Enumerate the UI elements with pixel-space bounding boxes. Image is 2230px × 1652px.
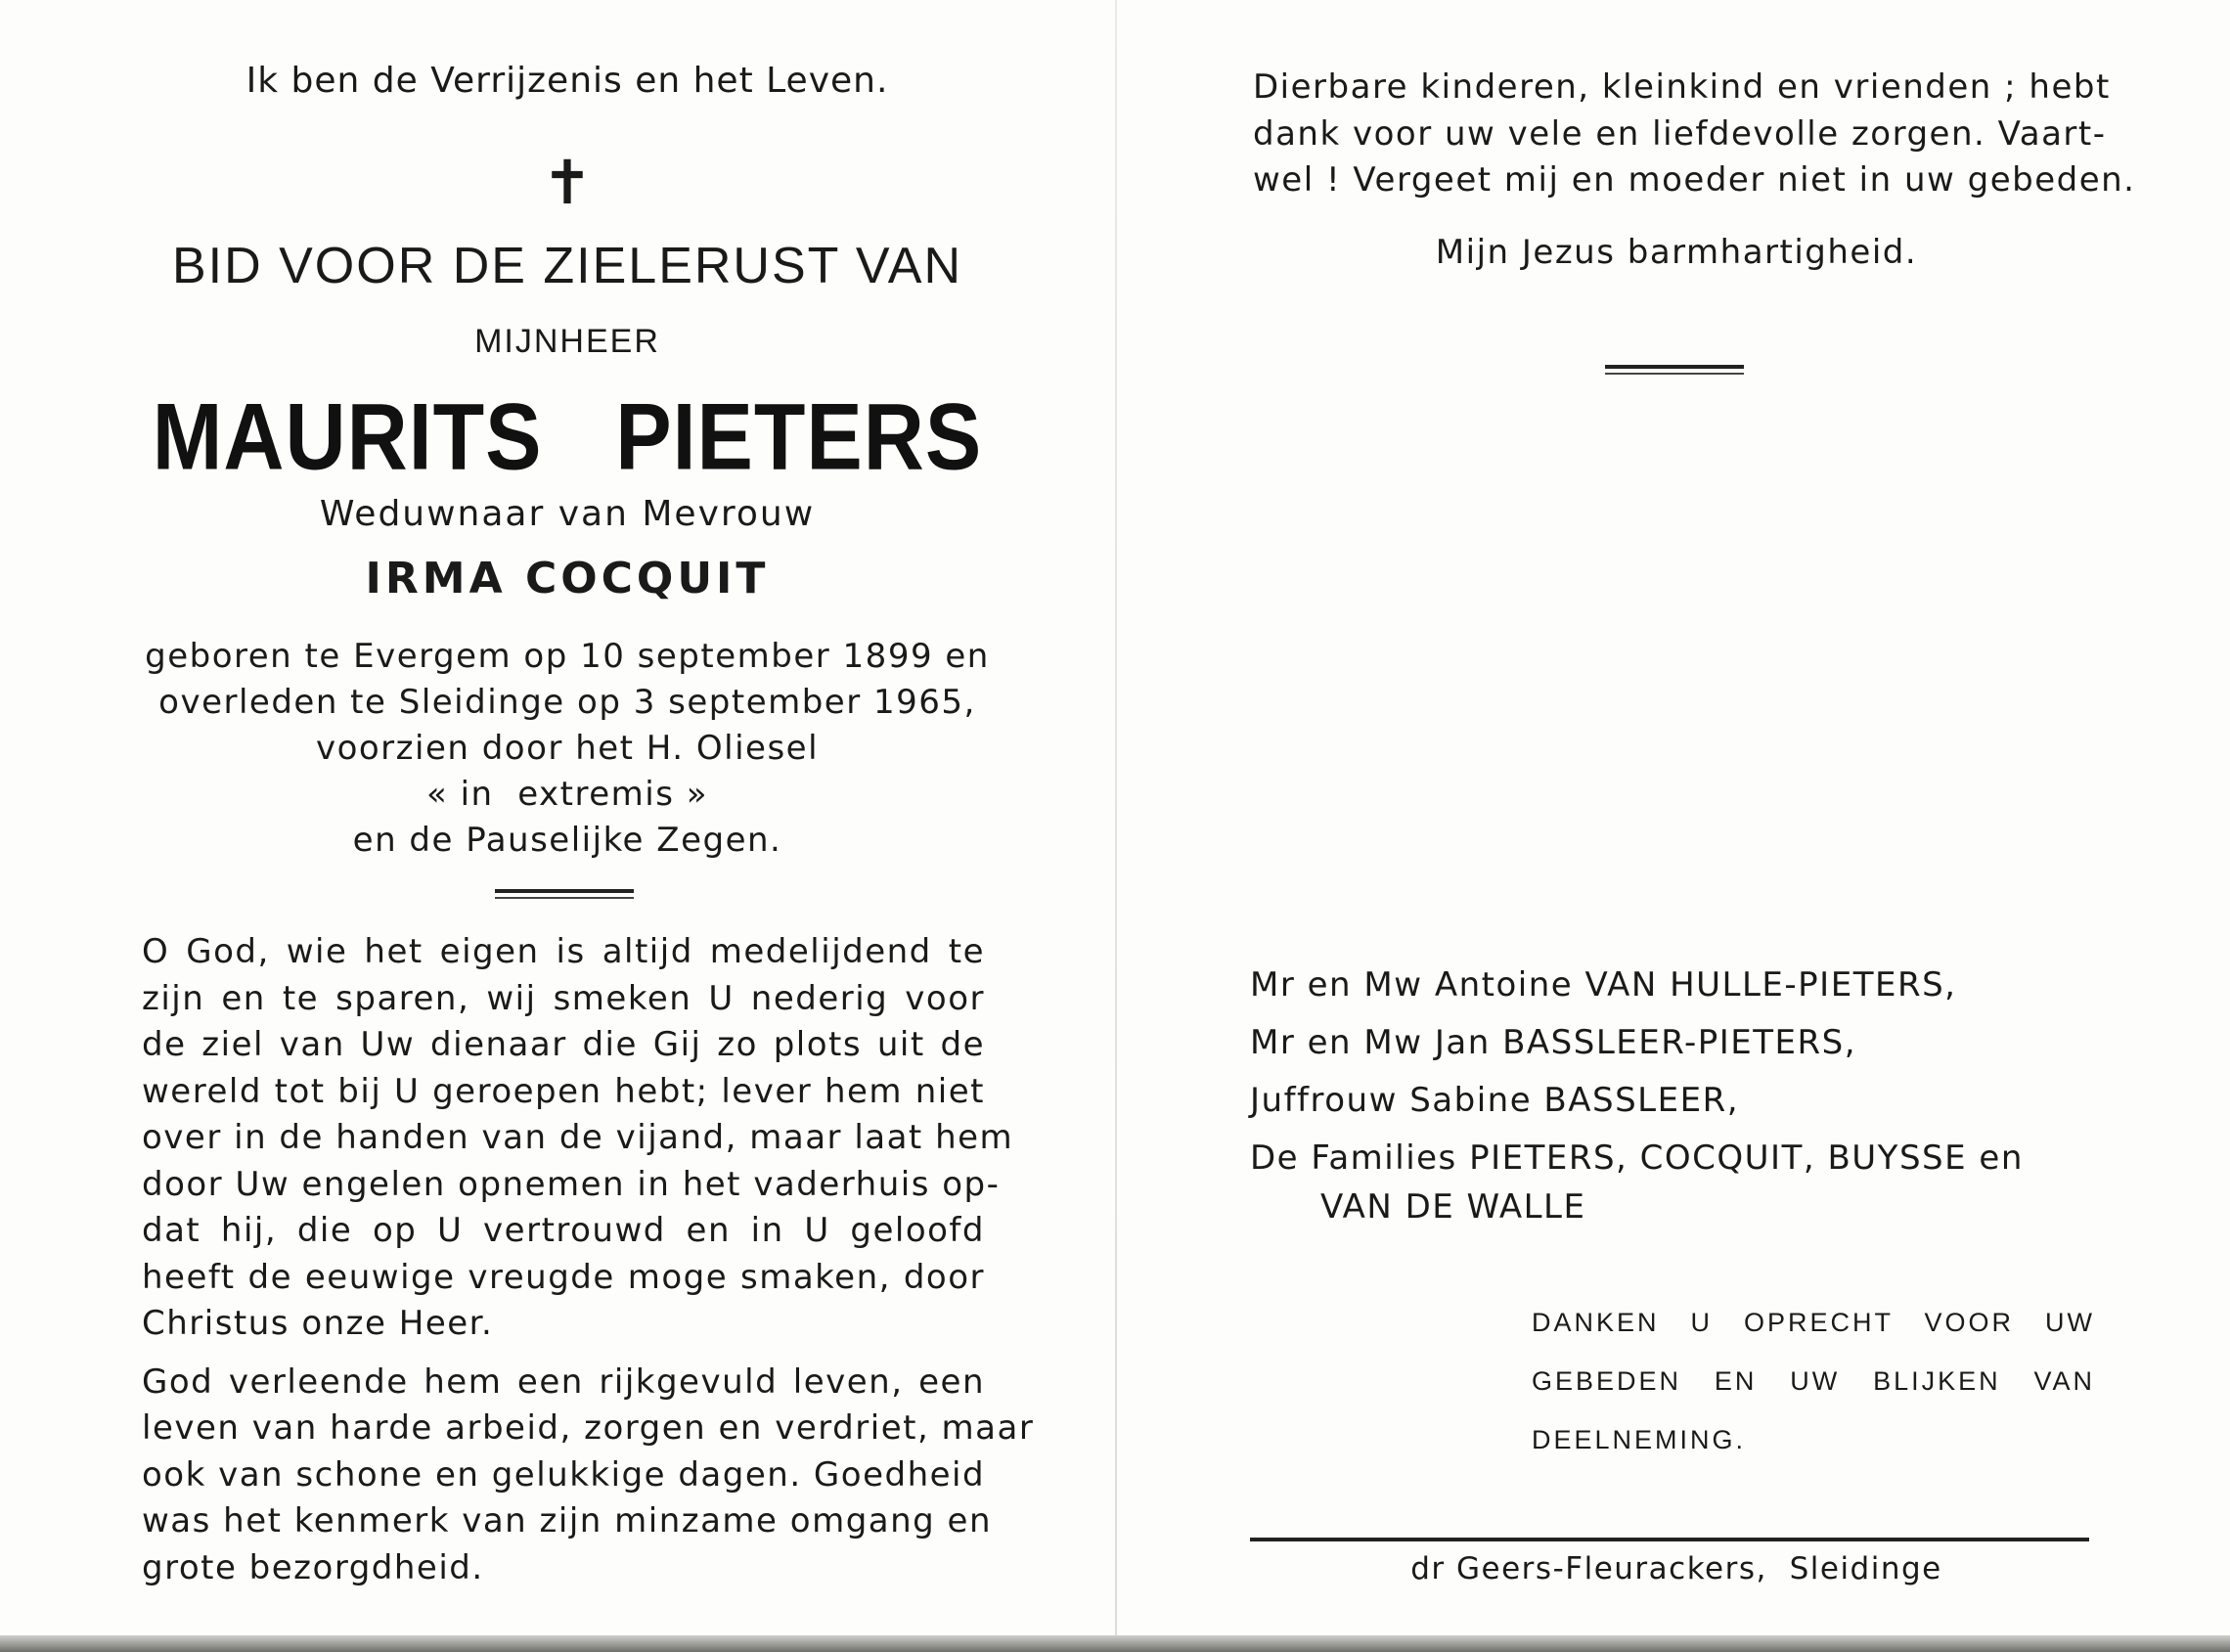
- thanks-line: GEBEDEN EN UW BLIJKEN VAN: [1532, 1366, 2095, 1396]
- printer-credit: dr Geers-Fleurackers, Sleidinge: [1410, 1551, 1942, 1586]
- tribute-line: grote bezorgdheid.: [142, 1547, 484, 1587]
- thanks-line: DANKEN U OPRECHT VOOR UW: [1532, 1308, 2095, 1337]
- prayer-line: dat hij, die op U vertrouwd en in U geloofd: [142, 1211, 985, 1250]
- prayer-line: O God, wie het eigen is altijd medelijdend te: [142, 932, 985, 971]
- thanks-line: DEELNEMING.: [1532, 1425, 1747, 1454]
- prayer-line: zijn en te sparen, wij smeken U nederig voor: [142, 978, 985, 1018]
- tribute-line: God verleende hem een rijkgevuld leven, een: [142, 1362, 985, 1402]
- mourner-line: Juffrouw Sabine BASSLEER,: [1250, 1081, 1740, 1120]
- cross-icon: ✝: [542, 147, 593, 218]
- prayer-line: de ziel van Uw dienaar die Gij zo plots uit de: [142, 1025, 985, 1064]
- prayer-line: door Uw engelen opnemen in het vaderhuis op-: [142, 1164, 1001, 1204]
- mourner-line: De Families PIETERS, COCQUIT, BUYSSE en: [1250, 1139, 2024, 1178]
- prayer-line: Christus onze Heer.: [142, 1304, 494, 1343]
- widower-line: Weduwnaar van Mevrouw: [319, 494, 816, 534]
- bio-line: « in extremis »: [425, 775, 709, 814]
- divider: [495, 897, 634, 899]
- honorific: MIJNHEER: [474, 323, 660, 360]
- spouse-name: IRMA COCQUIT: [365, 554, 770, 603]
- mourner-line: Mr en Mw Jan BASSLEER-PIETERS,: [1250, 1023, 1857, 1062]
- divider: [1605, 373, 1744, 375]
- mourner-line: VAN DE WALLE: [1320, 1187, 1586, 1227]
- prayer-heading: BID VOOR DE ZIELERUST VAN: [171, 238, 962, 294]
- thanks-text: [1532, 1293, 2095, 1469]
- tribute-line: was het kenmerk van zijn minzame omgang en: [142, 1501, 993, 1540]
- card-edge: [0, 1635, 2230, 1652]
- tribute-line: ook van schone en gelukkige dagen. Goedheid: [142, 1454, 986, 1495]
- motto: Mijn Jezus barmhartigheid.: [1435, 233, 1918, 272]
- biography: [0, 634, 1135, 864]
- farewell-line: Dierbare kinderen, kleinkind en vrienden ; hebt: [1253, 67, 2111, 107]
- bio-line: overleden te Sleidinge op 3 september 1965,: [158, 683, 976, 722]
- bio-line: voorzien door het H. Oliesel: [315, 729, 820, 768]
- farewell-text: [1253, 65, 2136, 204]
- bio-line: en de Pauselijke Zegen.: [352, 821, 782, 860]
- printer-rule: [1250, 1538, 2089, 1541]
- prayer-text: [142, 929, 1035, 1591]
- scripture-line: Ik ben de Verrijzenis en het Leven.: [245, 61, 889, 101]
- prayer-line: over in de handen van de vijand, maar laat hem: [142, 1118, 1014, 1157]
- bio-line: geboren te Evergem op 10 september 1899 en: [145, 637, 990, 676]
- farewell-line: wel ! Vergeet mij en moeder niet in uw gebeden.: [1253, 160, 2136, 200]
- farewell-line: dank voor uw vele en liefdevolle zorgen. Vaart-: [1253, 113, 2107, 154]
- mourner-line: Mr en Mw Antoine VAN HULLE-PIETERS,: [1250, 965, 1957, 1005]
- prayer-line: wereld tot bij U geroepen hebt; lever hem niet: [142, 1071, 985, 1111]
- deceased-name: MAURITS PIETERS: [152, 384, 983, 490]
- tribute-line: leven van harde arbeid, zorgen en verdriet, maar: [142, 1408, 1035, 1448]
- prayer-line: heeft de eeuwige vreugde moge smaken, door: [142, 1257, 985, 1297]
- mourners-list: [1250, 957, 2024, 1227]
- divider: [1605, 365, 1744, 369]
- card-fold: [1115, 0, 1117, 1652]
- divider: [495, 889, 634, 893]
